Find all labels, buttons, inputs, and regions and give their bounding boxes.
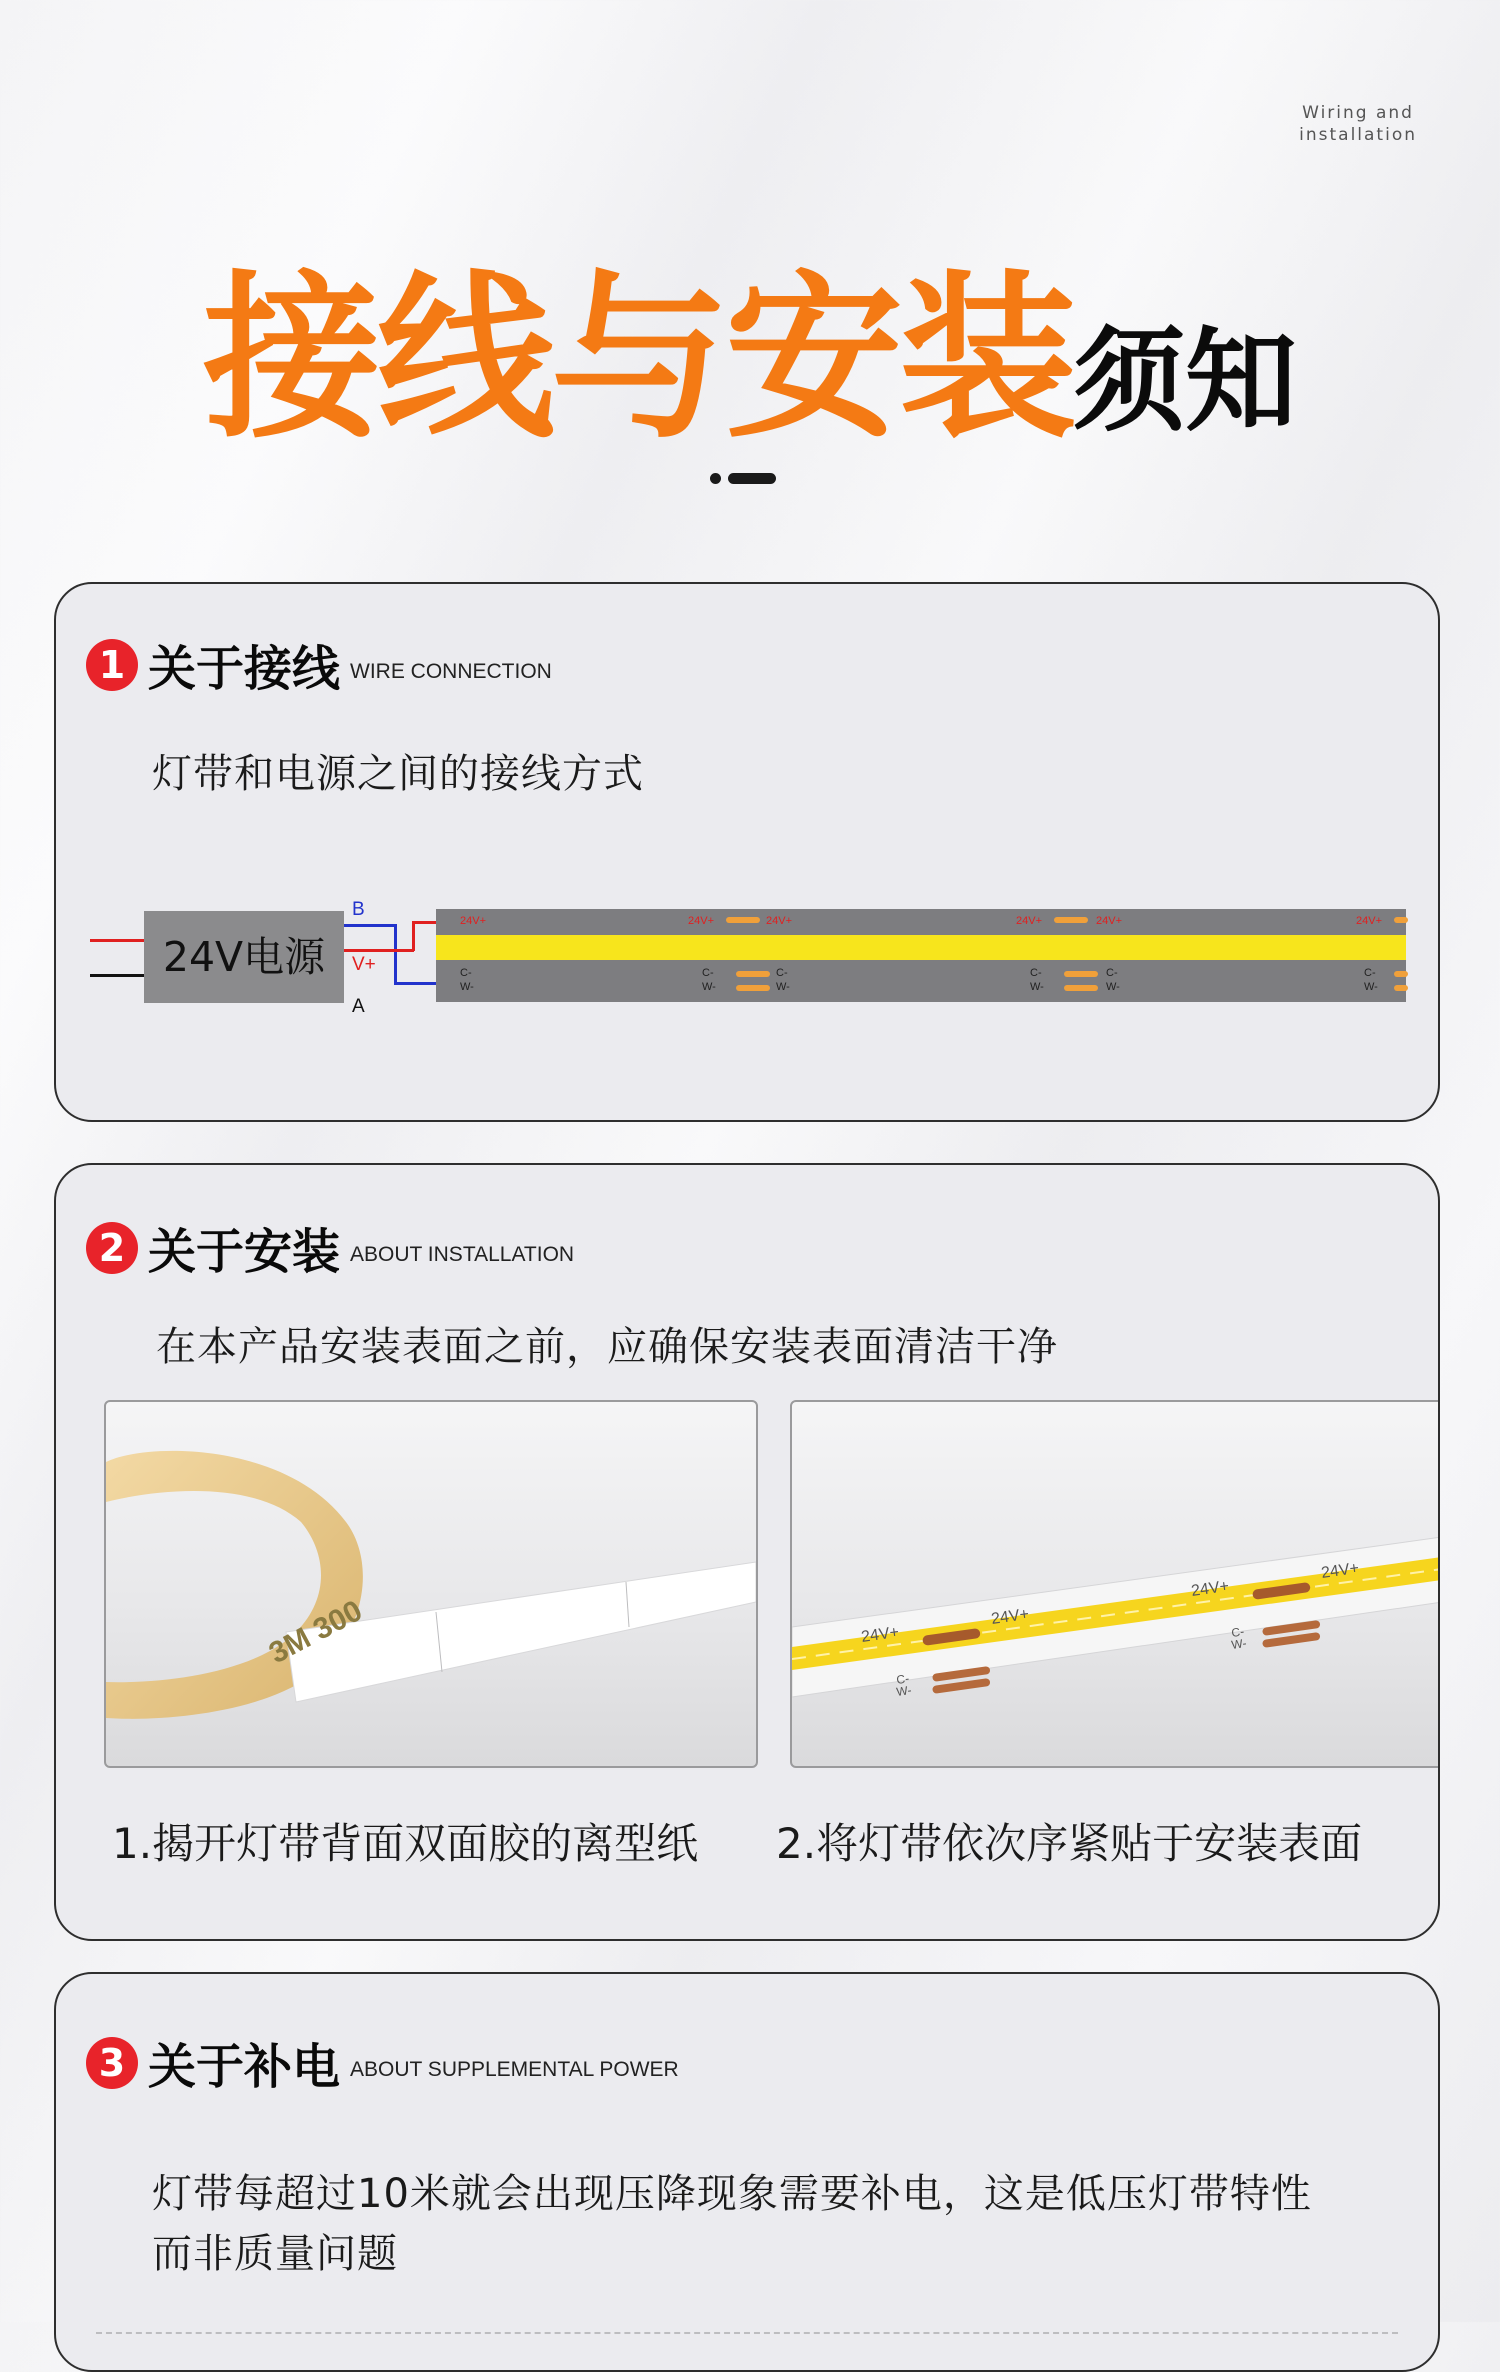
output-wire-blue-2 xyxy=(394,924,397,984)
solder-pad xyxy=(1394,985,1408,991)
solder-pad xyxy=(726,917,760,923)
strip-label-24v: 24V+ xyxy=(860,1623,901,1646)
wire-connection-card xyxy=(54,582,1440,1122)
input-wire-live xyxy=(90,939,144,942)
cob-led-strip xyxy=(436,909,1406,1002)
pad-label-c: C- xyxy=(702,967,714,979)
solder-pad xyxy=(1064,985,1098,991)
section-3-subtitle: ABOUT SUPPLEMENTAL POWER xyxy=(350,2057,679,2081)
pad-label-c: C- xyxy=(1106,967,1118,979)
section-2-number-badge: 2 xyxy=(86,1222,138,1274)
pad-label-c: C- xyxy=(1030,967,1042,979)
corner-caption xyxy=(1299,102,1417,146)
divider-dot xyxy=(710,473,721,484)
solder-pad xyxy=(1394,971,1408,977)
pad-label-c: C- xyxy=(460,967,472,979)
pad-label-c: C- xyxy=(776,967,788,979)
section-3-description-line-2: 而非质量问题 xyxy=(152,2231,398,2277)
photo-apply-strip xyxy=(790,1400,1440,1768)
output-wire-blue-3 xyxy=(394,982,436,985)
peel-tape-illustration xyxy=(106,1402,756,1766)
installation-card xyxy=(54,1163,1440,1941)
solder-pad xyxy=(736,985,770,991)
divider-bar xyxy=(728,473,776,484)
section-3-number-badge: 3 xyxy=(86,2037,138,2089)
corner-line-2: installation xyxy=(1299,125,1417,145)
strip-label-w: W- xyxy=(1230,1636,1248,1652)
section-1-description: 灯带和电源之间的接线方式 xyxy=(152,751,644,797)
pad-label-24v: 24V+ xyxy=(460,915,486,927)
led-strip-light-band xyxy=(436,935,1406,960)
corner-line-1: Wiring and xyxy=(1302,103,1414,123)
section-1-heading xyxy=(86,630,552,699)
page-title-suffix: 须知 xyxy=(1073,317,1297,447)
pad-label-w: W- xyxy=(1106,981,1120,993)
pad-label-24v: 24V+ xyxy=(1356,915,1382,927)
pad-label-24v: 24V+ xyxy=(1096,915,1122,927)
solder-pad xyxy=(1054,917,1088,923)
terminal-label-vplus: V+ xyxy=(352,954,376,975)
pad-label-w: W- xyxy=(1364,981,1378,993)
pad-label-w: W- xyxy=(776,981,790,993)
section-2-subtitle: ABOUT INSTALLATION xyxy=(350,1242,575,1266)
output-wire-blue-1 xyxy=(344,924,396,927)
strip-label-24v: 24V+ xyxy=(1320,1559,1361,1582)
pad-label-w: W- xyxy=(460,981,474,993)
section-3-heading xyxy=(86,2028,679,2097)
terminal-label-b: B xyxy=(352,899,365,920)
section-2-description: 在本产品安装表面之前，应确保安装表面清洁干净 xyxy=(156,1324,1058,1370)
input-wire-neutral xyxy=(90,974,144,977)
solder-pad xyxy=(1394,917,1408,923)
installation-step-1: 1.揭开灯带背面双面胶的离型纸 xyxy=(112,1819,699,1868)
supplemental-power-card xyxy=(54,1972,1440,2372)
power-supply-box: 24V电源 xyxy=(144,911,344,1003)
installation-step-2: 2.将灯带依次序紧贴于安装表面 xyxy=(776,1819,1363,1868)
solder-pad xyxy=(736,971,770,977)
pad-label-w: W- xyxy=(702,981,716,993)
strip-label-c: C- xyxy=(1230,1624,1245,1640)
pad-label-c: C- xyxy=(1364,967,1376,979)
strip-label-w: W- xyxy=(895,1683,913,1699)
strip-label-c: C- xyxy=(895,1671,910,1687)
terminal-label-a: A xyxy=(352,996,365,1017)
tape-brand-print: 3M 300 xyxy=(263,1594,368,1671)
page-title xyxy=(0,215,1500,471)
pad-label-24v: 24V+ xyxy=(766,915,792,927)
pad-label-w: W- xyxy=(1030,981,1044,993)
apply-strip-illustration xyxy=(792,1402,1440,1766)
solder-pad xyxy=(1064,971,1098,977)
section-3-description-line-1: 灯带每超过10米就会出现压降现象需要补电，这是低压灯带特性 xyxy=(152,2171,1312,2217)
section-1-subtitle: WIRE CONNECTION xyxy=(350,659,552,683)
strip-label-24v: 24V+ xyxy=(990,1605,1031,1628)
section-1-title: 关于接线 xyxy=(148,641,341,697)
section-1-number-badge: 1 xyxy=(86,639,138,691)
section-3-description xyxy=(152,2164,1312,2284)
output-wire-red-1 xyxy=(344,949,414,952)
photo-peel-release-paper xyxy=(104,1400,758,1768)
output-wire-red-3 xyxy=(412,921,436,924)
section-2-heading xyxy=(86,1213,574,1282)
page-title-accent: 接线与安装 xyxy=(203,255,1073,462)
pad-label-24v: 24V+ xyxy=(688,915,714,927)
strip-label-24v: 24V+ xyxy=(1190,1577,1231,1600)
dashed-divider xyxy=(96,2332,1398,2334)
pad-label-24v: 24V+ xyxy=(1016,915,1042,927)
output-wire-red-2 xyxy=(412,921,415,951)
section-2-title: 关于安装 xyxy=(148,1224,341,1280)
section-3-title: 关于补电 xyxy=(148,2039,341,2095)
